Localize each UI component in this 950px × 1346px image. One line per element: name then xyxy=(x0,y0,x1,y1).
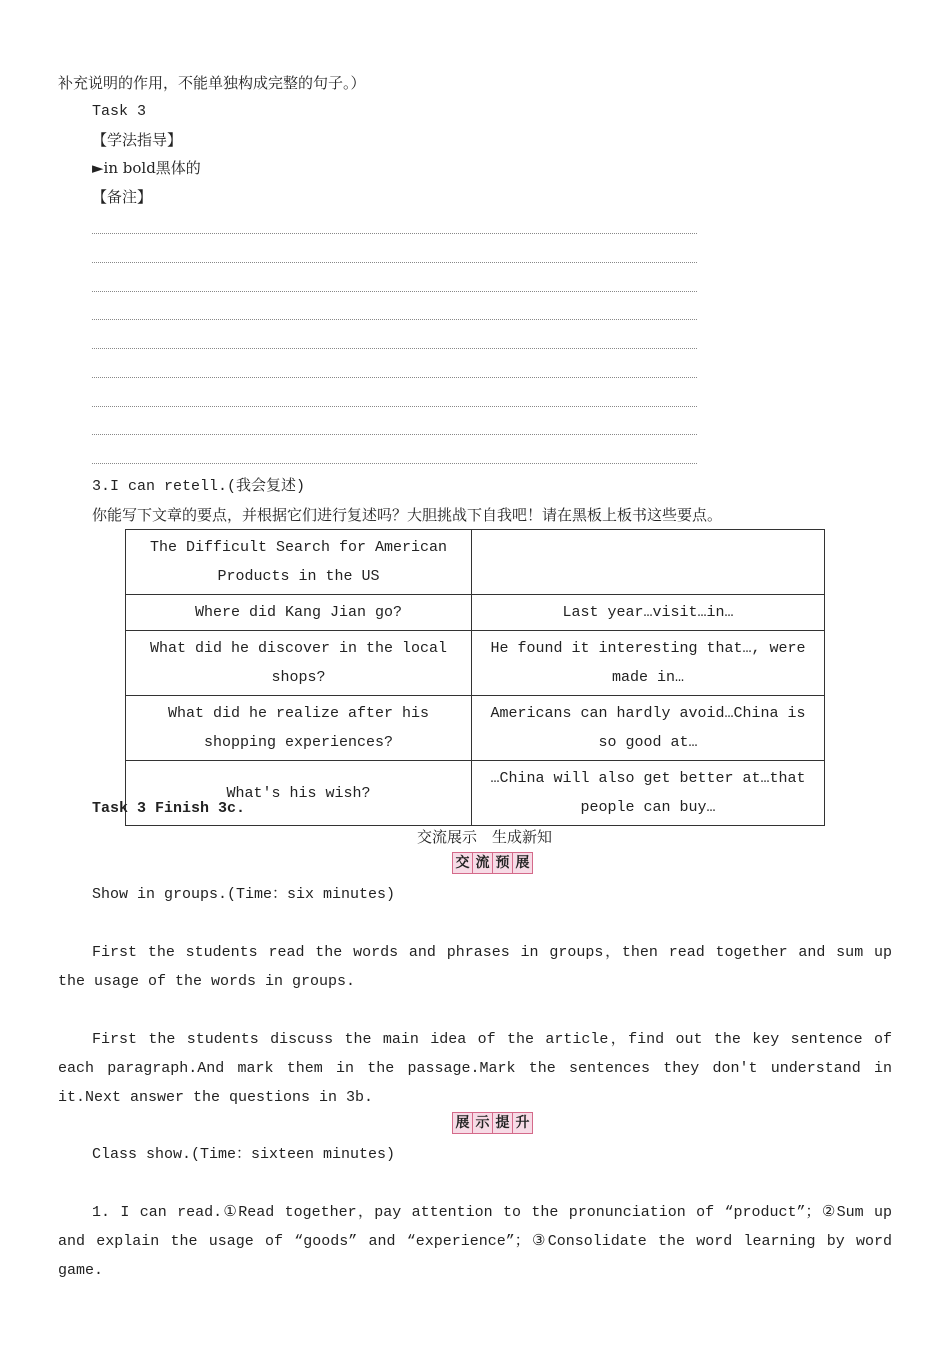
table-cell-answer xyxy=(472,530,825,595)
note-line xyxy=(92,262,697,263)
badge-char: 预 xyxy=(493,853,513,873)
remarks-label: 【备注】 xyxy=(92,188,153,206)
table-cell-question: What did he discover in the local shops? xyxy=(126,631,472,696)
note-line xyxy=(92,233,697,234)
note-line xyxy=(92,291,697,292)
table-cell-question: What did he realize after his shopping experiences? xyxy=(126,696,472,761)
retell-instruction: 你能写下文章的要点，并根据它们进行复述吗？大胆挑战下自我吧！请在黑板上板书这些要点。 xyxy=(92,506,723,524)
table-row xyxy=(126,530,825,595)
badge-char: 示 xyxy=(473,1113,493,1133)
study-guide-label: 【学法指导】 xyxy=(92,131,183,149)
table-cell-question: What's his wish? xyxy=(126,761,472,826)
task3-finish: Task 3 Finish 3c. xyxy=(92,800,246,817)
badge-char: 展 xyxy=(453,1113,473,1133)
note-line xyxy=(92,406,697,407)
table-row xyxy=(126,595,825,631)
show-improve-badge xyxy=(452,1112,533,1134)
task3-title: Task 3 xyxy=(92,103,147,120)
badge-char: 交 xyxy=(453,853,473,873)
badge-char: 升 xyxy=(515,1115,530,1131)
note-line xyxy=(92,319,697,320)
badge-char: 提 xyxy=(493,1113,513,1133)
table-row xyxy=(126,631,825,696)
table-cell-question: The Difficult Search for American Products in the US xyxy=(126,530,472,595)
note-line xyxy=(92,377,697,378)
vocab-note: ►in bold黑体的 xyxy=(92,159,201,177)
table-row xyxy=(126,696,825,761)
note-line xyxy=(92,463,697,464)
badge-char: 展 xyxy=(515,855,530,871)
top-note: 补充说明的作用，不能单独构成完整的句子。） xyxy=(58,74,366,92)
table-cell-answer: Last year…visit…in… xyxy=(472,595,825,631)
badge-char: 流 xyxy=(473,853,493,873)
paragraph-i-can-read: 1. I can read.①Read together，pay attention to the pronunciation of “product”；②Sum up and explain the usage of “goods” and “experience”；③Consolidate the word learning by word game. xyxy=(58,1204,892,1279)
note-line xyxy=(92,348,697,349)
exchange-preview-badge xyxy=(452,852,533,874)
retell-heading: 3.I can retell.(我会复述) xyxy=(92,478,306,495)
paragraph-discussion: First the students discuss the main idea of the article，find out the key sentence of each paragraph.And mark them in the passage.Mark the sentences they don't understand in it.Next answer the questions in 3b. xyxy=(58,1031,892,1106)
show-in-groups: Show in groups.(Time：six minutes) xyxy=(92,886,396,903)
class-show: Class show.(Time：sixteen minutes) xyxy=(92,1146,396,1163)
section-heading: 交流展示 生成新知 xyxy=(417,828,553,846)
table-cell-question: Where did Kang Jian go? xyxy=(126,595,472,631)
table-cell-answer: …China will also get better at…that people can buy… xyxy=(472,761,825,826)
table-cell-answer: Americans can hardly avoid…China is so good at… xyxy=(472,696,825,761)
paragraph-group-reading: First the students read the words and phrases in groups，then read together and sum up the usage of the words in groups. xyxy=(58,944,892,990)
retell-table xyxy=(125,529,825,826)
table-cell-answer: He found it interesting that…, were made in… xyxy=(472,631,825,696)
note-line xyxy=(92,434,697,435)
